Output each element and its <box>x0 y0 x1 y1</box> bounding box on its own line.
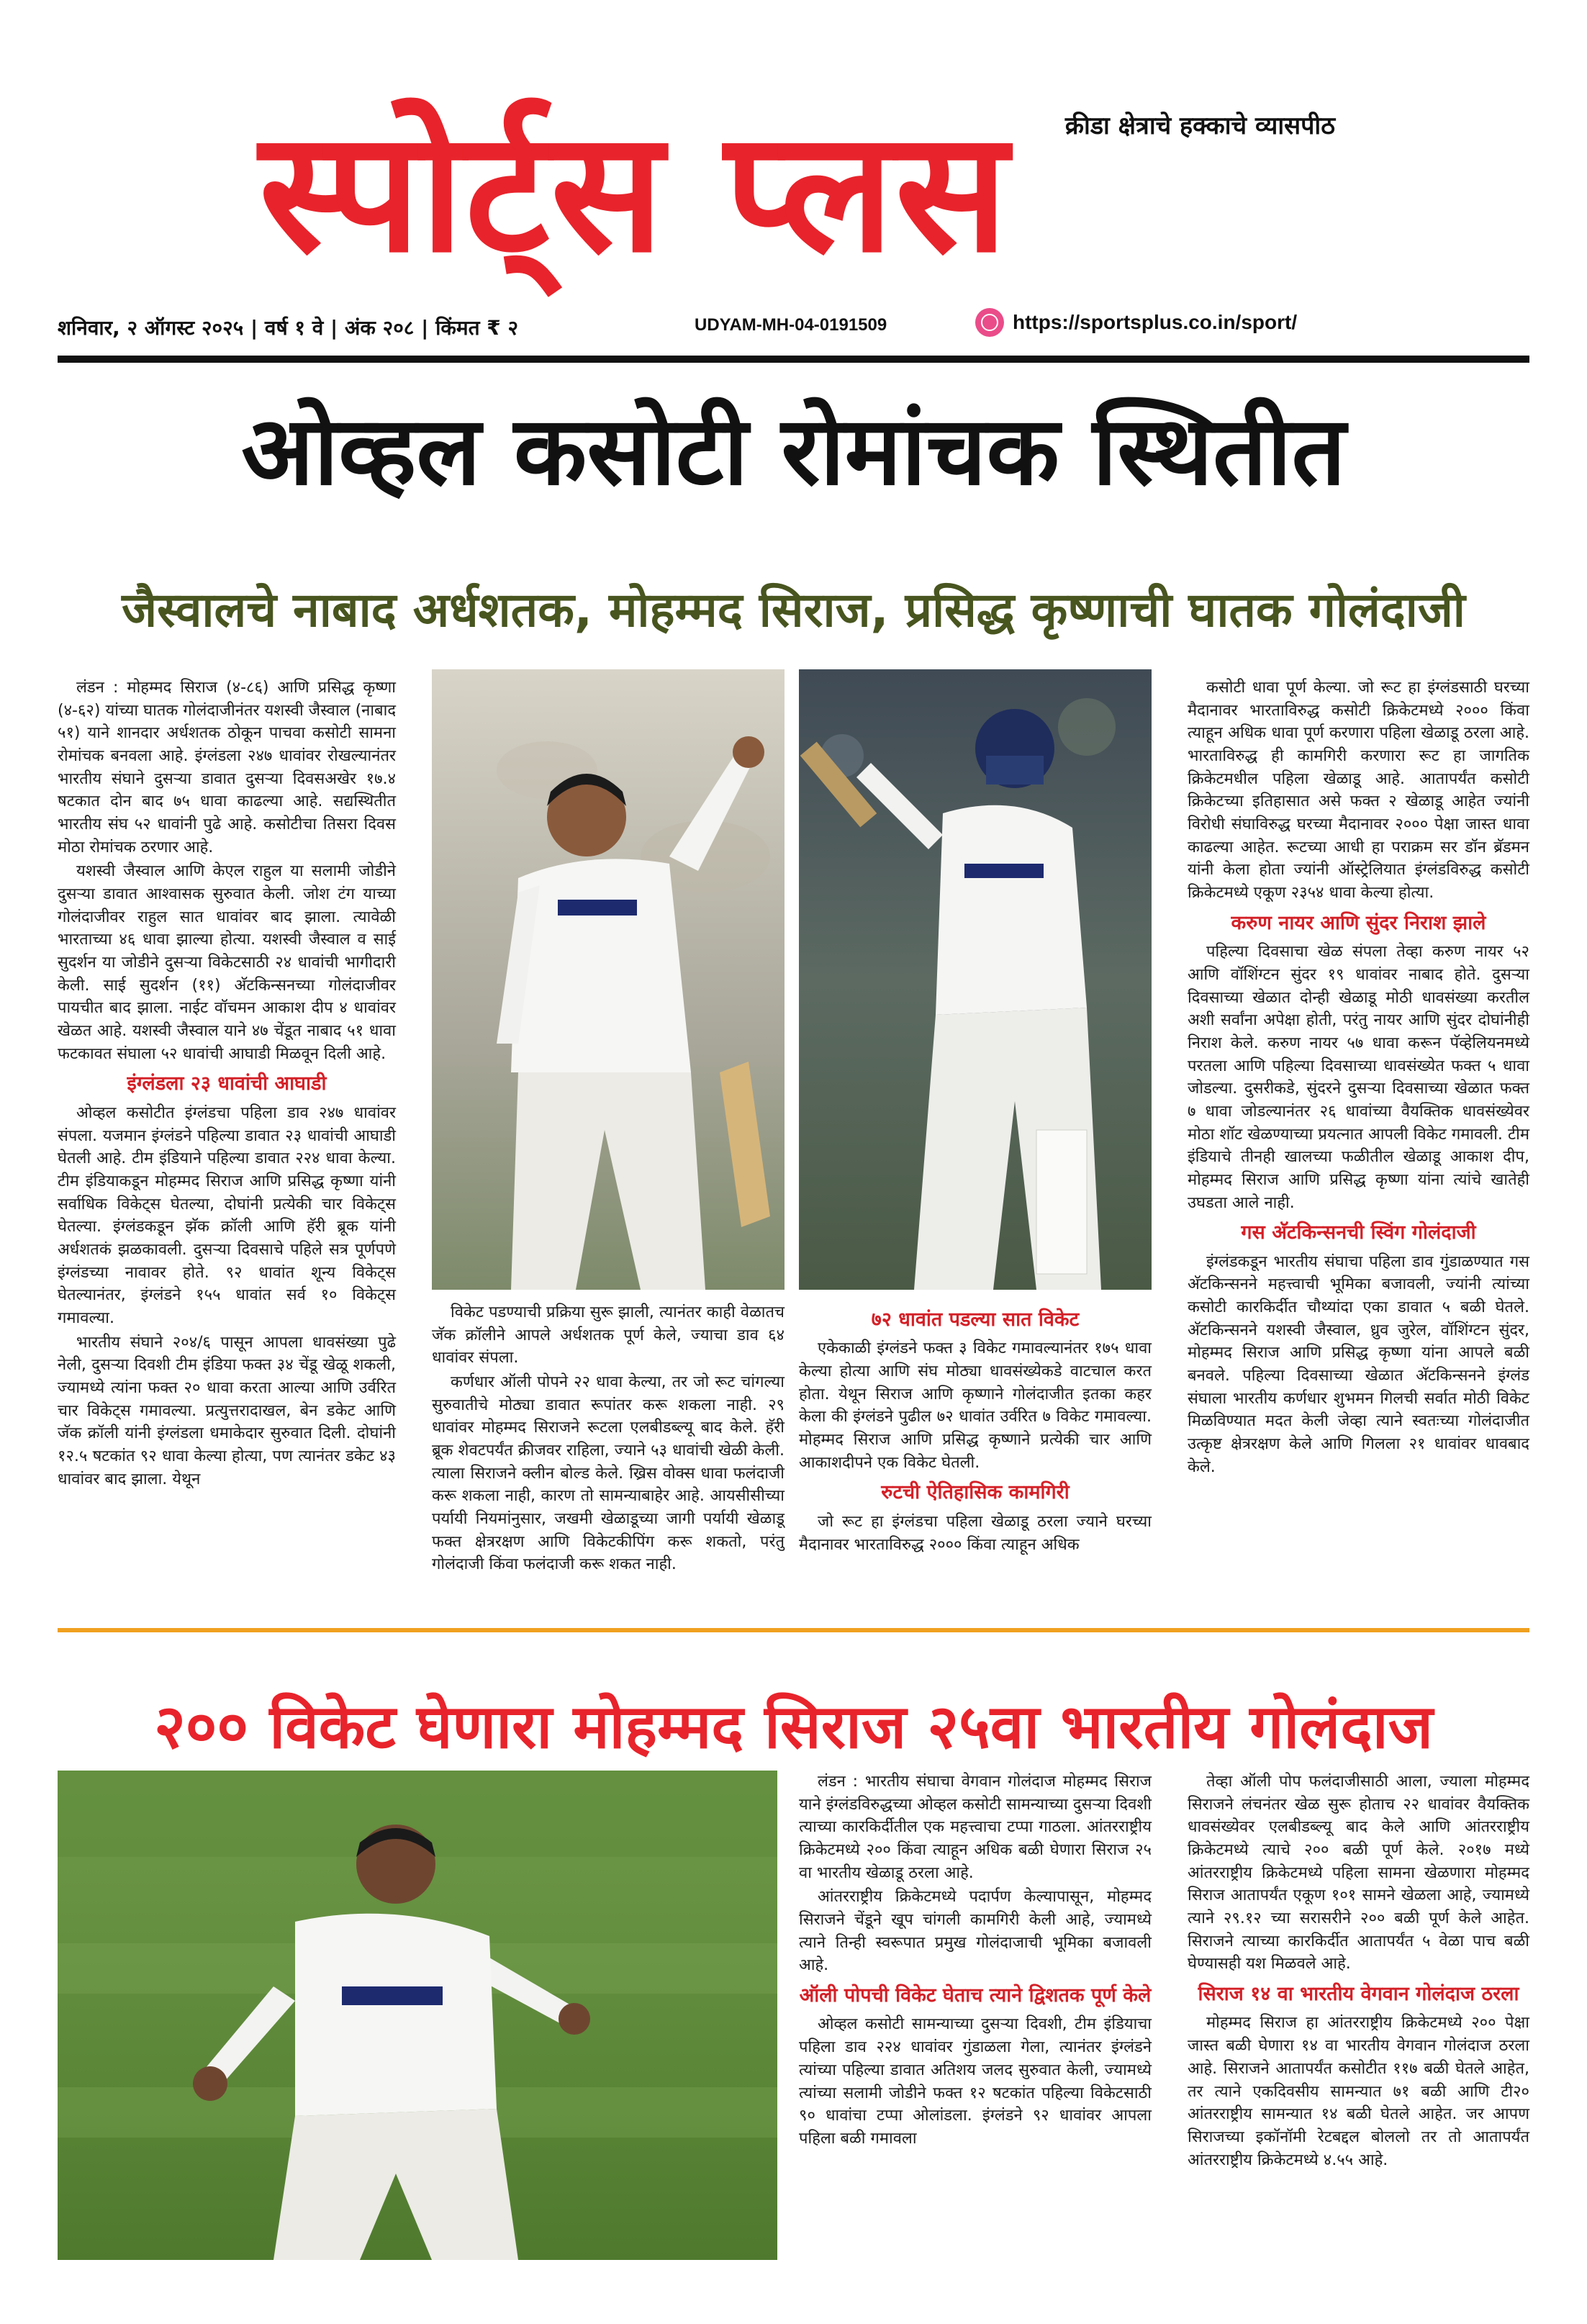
article-paragraph: ओव्हल कसोटी सामन्याच्या दुसऱ्या दिवशी, टीम इंडियाचा पहिला डाव २२४ धावांवर गुंडाळला गेला, त्यानंतर इंग्लंडने त्यांच्या पहिल्या डावात अतिशय जलद सुरुवात केली, ज्यामध्ये त्यांच्या सलामी जोडीने फक्त १२ षटकांत पहिल्या विकेटसाठी ९० धावांचा टप्पा ओलांडला. इंग्लंडने ९२ धावांवर आपला पहिला बळी गमावला <box>799 2015 1152 2148</box>
second-headline: २०० विकेट घेणारा मोहम्मद सिराज २५वा भारतीय गोलंदाज <box>154 1691 1433 1762</box>
section-heading: ऑली पोपची विकेट घेताच त्याने द्विशतक पूर्ण केले <box>799 1984 1152 2007</box>
celebrating-bowler-photo <box>432 669 785 1290</box>
article-paragraph: आंतरराष्ट्रीय क्रिकेटमध्ये पदार्पण केल्यापासून, मोहम्मद सिराजने चेंडूने खूप चांगली कामगिरी केली आहे, ज्यामध्ये त्याने तिन्ही स्वरूपात प्रमुख गोलंदाजाची भूमिका बजावली आहे. <box>799 1888 1152 1975</box>
article-paragraph: यशस्वी जैस्वाल आणि केएल राहुल या सलामी जोडीने दुसऱ्या डावात आश्वासक सुरुवात केली. जोश टंग याच्या गोलंदाजीवर राहुल सात धावांवर बाद झाला. त्यावेळी भारताच्या ४६ धावा झाल्या होत्या. यशस्वी जैस्वाल व साई सुदर्शन या जोडीने दुसऱ्या विकेटसाठी २४ धावांची भागीदारी केली. साई सुदर्शन (११) अ‍ॅटकिन्सनच्या गोलंदाजीवर पायचीत बाद झाला. नाईट वॉचमन आकाश दीप ४ धावांवर खेळत आहे. यशस्वी जैस्वाल याने ४७ चेंडूत नाबाद ५१ धावा फटकावत संघाला ५२ धावांची आघाडी मिळवून दिली आहे. <box>58 862 396 1063</box>
lead-subheadline: जैस्वालचे नाबाद अर्धशतक, मोहम्मद सिराज, प्रसिद्ध कृष्णाची घातक गोलंदाजी <box>122 582 1465 638</box>
article-paragraph: इंग्लंडकडून भारतीय संघाचा पहिला डाव गुंडाळण्यात गस अ‍ॅटकिन्सनने महत्त्वाची भूमिका बजावली, ज्यांनी त्यांच्या कसोटी कारकिर्दीत चौथ्यांदा एका डावात ५ बळी घेतले. अ‍ॅटकिन्सनने यशस्वी जैस्वाल, ध्रुव जुरेल, वॉशिंग्टन सुंदर, मोहम्मद सिराज आणि प्रसिद्ध कृष्णा यांना आपले बळी बनवले. पहिल्या दिवसाच्या खेळात अ‍ॅटकिन्सनने इंग्लंड संघाला भारतीय कर्णधार शुभमन गिलची सर्वात मोठी विकेट मिळविण्यात मदत केली जेव्हा त्याने स्वतःच्या गोलंदाजीत उत्कृष्ट क्षेत्ररक्षण केले आणि गिलला २१ धावांवर धावबाद केले. <box>1188 1252 1529 1476</box>
masthead-rule <box>58 356 1529 363</box>
dateline: शनिवार, २ ऑगस्ट २०२५ | वर्ष १ वे | अंक २०८ | किंमत ₹ २ <box>58 316 519 340</box>
section-divider <box>58 1628 1529 1632</box>
article-paragraph: जो रूट हा इंग्लंडचा पहिला खेळाडू ठरला ज्याने घरच्या मैदानावर भारताविरुद्ध २००० किंवा त्याहून अधिक <box>799 1512 1152 1554</box>
section-heading: सिराज १४ वा भारतीय वेगवान गोलंदाज ठरला <box>1198 1983 1519 2006</box>
article-paragraph: लंडन : भारतीय संघाचा वेगवान गोलंदाज मोहम्मद सिराज याने इंग्लंडविरुद्धच्या ओव्हल कसोटी सामन्याच्या दुसऱ्या दिवशी त्याच्या कारकिर्दीतील एक महत्त्वाचा टप्पा गाठला. आंतरराष्ट्रीय क्रिकेटमध्ये २०० किंवा त्याहून अधिक बळी घेणारा सिराज २५ वा भारतीय खेळाडू ठरला आहे. <box>799 1773 1152 1882</box>
section-heading: ७२ धावांत पडल्या सात विकेट <box>871 1308 1080 1331</box>
siraj-celebration-photo <box>58 1771 777 2260</box>
masthead-tagline: क्रीडा क्षेत्राचे हक्काचे व्यासपीठ <box>1064 112 1335 140</box>
article-paragraph: एकेकाळी इंग्लंडने फक्त ३ विकेट गमावल्यानंतर १७५ धावा केल्या होत्या आणि संघ मोठ्या धावसंख्येकडे वाटचाल करत होता. येथून सिराज आणि कृष्णाने गोलंदाजीत इतका कहर केला की इंग्लंडने पुढील ७२ धावांत उर्वरित ७ विकेट गमावल्या. मोहम्मद सिराज आणि प्रसिद्ध कृष्णाने प्रत्येकी चार आणि आकाशदीपने एक विकेट घेतली. <box>799 1339 1152 1472</box>
article-paragraph: मोहम्मद सिराज हा आंतरराष्ट्रीय क्रिकेटमध्ये २०० पेक्षा जास्त बळी घेणारा १४ वा भारतीय वेगवान गोलंदाज ठरला आहे. सिराजने आतापर्यंत कसोटीत ११७ बळी घेतले आहेत, तर त्याने एकदिवसीय सामन्यात ७१ बळी आणि टी२० आंतरराष्ट्रीय सामन्यात १४ बळी घेतले आहेत. जर आपण सिराजच्या इकॉनॉमी रेटबद्दल बोललो तर तो आतापर्यंत आंतरराष्ट्रीय क्रिकेटमध्ये ४.५५ आहे. <box>1188 2014 1529 2169</box>
masthead-title: स्पोर्ट्स प्लस <box>259 93 1010 289</box>
article-paragraph: पहिल्या दिवसाचा खेळ संपला तेव्हा करुण नायर ५२ आणि वॉशिंग्टन सुंदर १९ धावांवर नाबाद होते. दुसऱ्या दिवसाच्या खेळात दोन्ही खेळाडू मोठी धावसंख्या करतील अशी सर्वांना अपेक्षा होती, परंतु नायर आणि सुंदर दोघांनीही निराश केले. करुण नायर ५७ धावा करून पॅव्हेलियनमध्ये परतला आणि पहिल्या दिवसाच्या धावसंख्येत फक्त ५ धावा जोडल्या. दुसरीकडे, सुंदरने दुसऱ्या दिवसाच्या खेळात फक्त ७ धावा जोडल्यानंतर २६ धावांच्या वैयक्तिक धावसंख्येवर मोठा शॉट खेळण्याच्या प्रयत्नात आपली विकेट गमावली. टीम इंडियाचे तीनही खालच्या फळीतील खेळाडू आकाश दीप, मोहम्मद सिराज आणि प्रसिद्ध कृष्णा यांना त्यांचे खातेही उघडता आले नाही. <box>1188 943 1529 1212</box>
section-heading: इंग्लंडला २३ धावांची आघाडी <box>127 1072 327 1095</box>
lead-column-2 <box>432 1301 785 1625</box>
article-paragraph: लंडन : मोहम्मद सिराज (४-८६) आणि प्रसिद्ध कृष्णा (४-६२) यांच्या घातक गोलंदाजीनंतर यशस्वी जैस्वाल (नाबाद ५१) याने शानदार अर्धशतक ठोकून पाचवा कसोटी सामना रोमांचक बनवला आहे. इंग्लंडला २४७ धावांवर रोखल्यानंतर भारतीय संघाने दुसऱ्या डावात दुसऱ्या दिवसअखेर १७.४ षटकात दोन बाद ७५ धावा काढल्या आहे. सद्यस्थितीत भारतीय संघ ५२ धावांनी पुढे आहे. कसोटीचा तिसरा दिवस मोठा रोमांचक ठरणार आहे. <box>58 679 396 856</box>
website-link[interactable]: https://sportsplus.co.in/sport/ <box>1013 311 1298 333</box>
section-heading: गस अ‍ॅटकिन्सनची स्विंग गोलंदाजी <box>1241 1221 1476 1244</box>
article-paragraph: ओव्हल कसोटीत इंग्लंडचा पहिला डाव २४७ धावांवर संपला. यजमान इंग्लंडने पहिल्या डावात २३ धावांची आघाडी घेतली आहे. टीम इंडियाने पहिल्या डावात २२४ धावा केल्या. टीम इंडियाकडून मोहम्मद सिराज आणि प्रसिद्ध कृष्णा यांनी सर्वाधिक विकेट्स घेतल्या, दोघांनी प्रत्येकी चार विकेट्स घेतल्या. इंग्लंडकडून झॅक क्रॉली आणि हॅरी ब्रूक यांनी अर्धशतकं झळकावली. दुसऱ्या दिवसाचे पहिले सत्र पूर्णपणे इंग्लंडच्या नावावर होते. ९२ धावांत शून्य विकेट्स घेतल्यानंतर, इंग्लंडने १५५ धावांत सर्व १० विकेट्स गमावल्या. <box>58 1103 396 1327</box>
batsman-jaiswal-photo <box>799 669 1152 1290</box>
article-paragraph: कर्णधार ऑली पोपने २२ धावा केल्या, तर जो रूट चांगल्या सुरुवातीचे मोठ्या डावात रूपांतर करू शकला नाही. २९ धावांवर मोहम्मद सिराजने रूटला एलबीडब्ल्यू बाद केले. हॅरी ब्रूक शेवटपर्यंत क्रीजवर राहिला, ज्याने ५३ धावांची खेळी केली. त्याला सिराजने क्लीन बोल्ड केले. ख्रिस वोक्स धावा फलंदाजी करू शकला नाही, कारण तो सामन्याबाहेर आहे. आयसीसीच्या पर्यायी नियमांनुसार, जखमी खेळाडूच्या जागी पर्यायी खेळाडू फक्त क्षेत्ररक्षण आणि विकेटकीपिंग करू शकतो, परंतु गोलंदाजी किंवा फलंदाजी करू शकत नाही. <box>432 1373 785 1574</box>
dribbble-icon <box>975 308 1004 337</box>
section-heading: करुण नायर आणि सुंदर निराश झाले <box>1231 911 1486 934</box>
lead-headline: ओव्हल कसोटी रोमांचक स्थितीत <box>241 396 1346 507</box>
celebrating-bowler-image <box>432 669 785 1290</box>
batsman-jaiswal-image <box>799 669 1152 1290</box>
second-column-b <box>1188 1771 1529 2289</box>
lead-column-1 <box>58 677 396 1627</box>
article-paragraph: भारतीय संघाने २०४/६ पासून आपला धावसंख्या पुढे नेली, दुसऱ्या दिवशी टीम इंडिया फक्त ३४ चेंडू खेळू शकली, ज्यामध्ये त्यांना फक्त २० धावा करता आल्या आणि उर्वरित चार विकेट्स गमावल्या. प्रत्युत्तरादाखल, बेन डकेट आणि जॅक क्रॉली यांनी इंग्लंडला धमाकेदार सुरुवात दिली. दोघांनी १२.५ षटकांत ९२ धावा केल्या होत्या, पण त्यानंतर डकेट ४३ धावांवर बाद झाला. येथून <box>58 1333 396 1488</box>
second-column-a <box>799 1771 1152 2289</box>
section-heading: रुटची ऐतिहासिक कामगिरी <box>881 1481 1070 1504</box>
udyam-number: UDYAM-MH-04-0191509 <box>695 315 887 335</box>
lead-column-4 <box>1188 677 1529 1627</box>
siraj-celebration-image <box>58 1771 777 2260</box>
article-paragraph: कसोटी धावा पूर्ण केल्या. जो रूट हा इंग्लंडसाठी घरच्या मैदानावर भारताविरुद्ध कसोटी क्रिकेटमध्ये २००० किंवा त्याहून अधिक धावा पूर्ण करणारा पहिला खेळाडू ठरला आहे. भारताविरुद्ध ही कामगिरी करणारा रूट हा जागतिक क्रिकेटमधील पहिला खेळाडू आहे. आतापर्यंत कसोटी क्रिकेटच्या इतिहासात असे फक्त २ खेळाडू आहेत ज्यांनी विरोधी संघाविरुद्ध घरच्या मैदानावर २००० पेक्षा जास्त धावा काढल्या आहेत. रूटच्या आधी हा पराक्रम सर डॉन ब्रॅडमन यांनी केला होता ज्यांनी ऑस्ट्रेलियात इंग्लंडविरुद्ध कसोटी क्रिकेटमध्ये एकूण २३५४ धावा केल्या होत्या. <box>1188 679 1529 903</box>
article-paragraph: तेव्हा ऑली पोप फलंदाजीसाठी आला, ज्याला मोहम्मद सिराजने लंचनंतर खेळ सुरू होताच २२ धावांवर वैयक्तिक धावसंख्येवर एलबीडब्ल्यू बाद केले आणि आंतरराष्ट्रीय क्रिकेटमध्ये त्याचे २०० बळी पूर्ण केले. २०१७ मध्ये आंतरराष्ट्रीय क्रिकेटमध्ये पहिला सामना खेळणारा मोहम्मद सिराज आतापर्यंत एकूण १०१ सामने खेळला आहे, ज्यामध्ये त्याने २९.१२ च्या सरासरीने २०० बळी पूर्ण केले आहेत. सिराजने त्याच्या कारकिर्दीत आतापर्यंत ५ वेळा पाच बळी घेण्यासही यश मिळवले आहे. <box>1188 1773 1529 1973</box>
website-block[interactable] <box>975 308 1297 337</box>
lead-column-3 <box>799 1301 1152 1625</box>
article-paragraph: विकेट पडण्याची प्रक्रिया सुरू झाली, त्यानंतर काही वेळातच जॅक क्रॉलीने आपले अर्धशतक पूर्ण केले, ज्याचा डाव ६४ धावांवर संपला. <box>432 1303 785 1367</box>
